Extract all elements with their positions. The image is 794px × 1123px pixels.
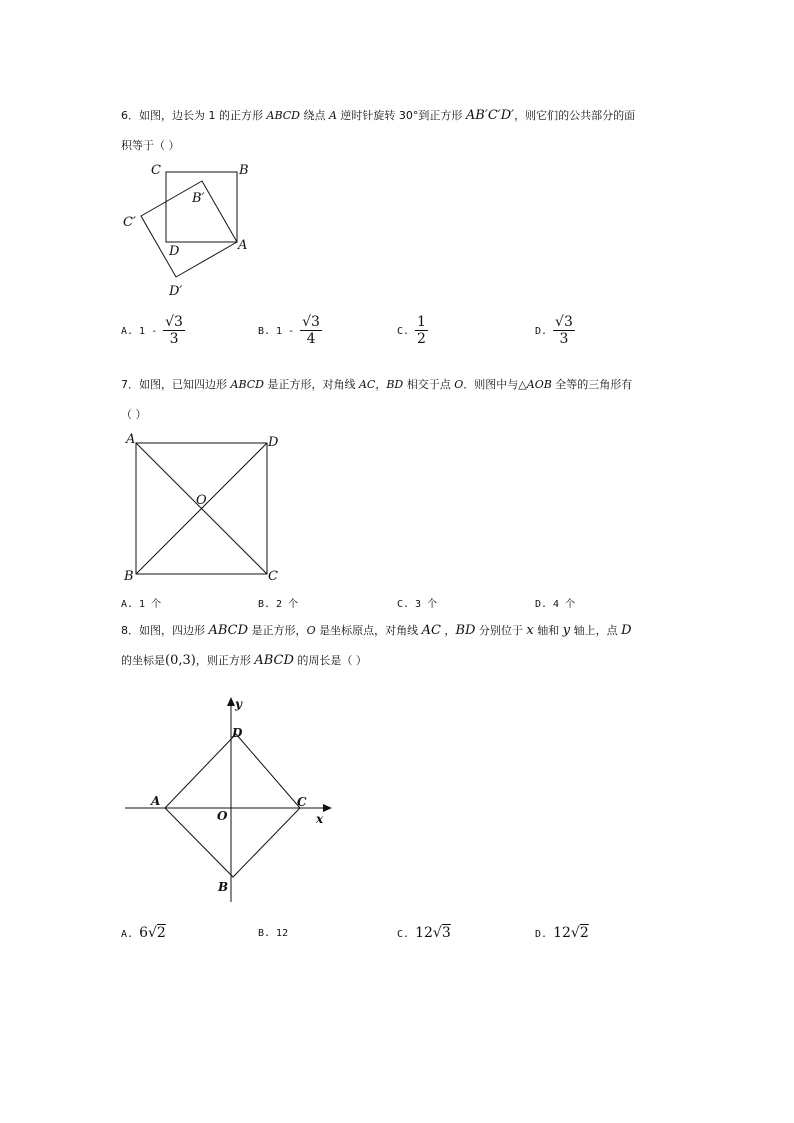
q8-figure — [120, 690, 350, 910]
square-abcd — [166, 172, 237, 242]
label-C1: C′ — [123, 215, 136, 230]
q7-option-b[interactable]: B. 2 个 — [258, 599, 299, 610]
label-A: A — [126, 432, 136, 447]
q6-number: 6． — [121, 109, 139, 122]
q7-option-a[interactable]: A. 1 个 — [121, 599, 162, 610]
q7-figure — [120, 430, 290, 590]
q7-option-c[interactable]: C. 3 个 — [397, 599, 438, 610]
label-D: D — [268, 435, 279, 450]
label-B: B — [239, 163, 249, 178]
square-ab1c1d1 — [141, 181, 237, 277]
label-B1: B′ — [192, 191, 205, 206]
y-axis-arrow — [227, 697, 235, 706]
label-A: A — [238, 238, 248, 253]
q8-number: 8． — [121, 624, 139, 637]
label-C: C — [151, 163, 161, 178]
x-axis-arrow — [323, 804, 332, 812]
label-C: C — [268, 569, 278, 584]
q6-option-a[interactable]: A. 1 - $\frac{√3}{3}$ — [121, 314, 183, 347]
q6-stem: 6．如图，边长为 1 的正方形 ABCD 绕点 A 逆时针旋转 30°到正方形 AB′C′D′，则它们的公共部分的面 积等于（ ） — [121, 108, 636, 152]
q7-option-d[interactable]: D. 4 个 — [535, 599, 576, 610]
label-D1: D′ — [169, 284, 183, 299]
q8-option-d[interactable]: D. 12√2 — [535, 925, 589, 941]
q7-number: 7． — [121, 378, 139, 391]
label-D: D — [169, 244, 180, 259]
q6-option-d[interactable]: D. $\frac{√3}{3}$ — [535, 314, 573, 347]
q8-stem: 8．如图，四边形 ABCD 是正方形，O 是坐标原点，对角线 AC ，BD 分别位于 x 轴和 y 轴上，点 D 的坐标是(0,3)，则正方形 ABCD 的周长是（ ） — [121, 623, 632, 668]
q6-option-b[interactable]: B. 1 - $\frac{√3}{4}$ — [258, 314, 320, 347]
label-B: B — [124, 569, 134, 584]
label-B: B — [218, 880, 229, 894]
q6-figure — [115, 160, 255, 300]
label-D: D — [232, 726, 243, 740]
square-abcd — [165, 734, 300, 877]
label-O: O — [217, 809, 228, 823]
label-C: C — [297, 795, 307, 809]
q6-option-c[interactable]: C. $\frac{1}{2}$ — [397, 314, 426, 347]
label-x: x — [316, 812, 324, 826]
q8-option-b[interactable]: B. 12 — [258, 928, 289, 939]
label-O: O — [196, 493, 207, 508]
q8-option-a[interactable]: A. 6√2 — [121, 925, 166, 941]
q8-option-c[interactable]: C. 12√3 — [397, 925, 451, 941]
label-A: A — [151, 794, 161, 808]
q7-stem: 7．如图，已知四边形 ABCD 是正方形，对角线 AC，BD 相交于点 O．则图中与△AOB 全等的三角形有 （ ） — [121, 378, 633, 421]
label-y: y — [235, 697, 242, 711]
